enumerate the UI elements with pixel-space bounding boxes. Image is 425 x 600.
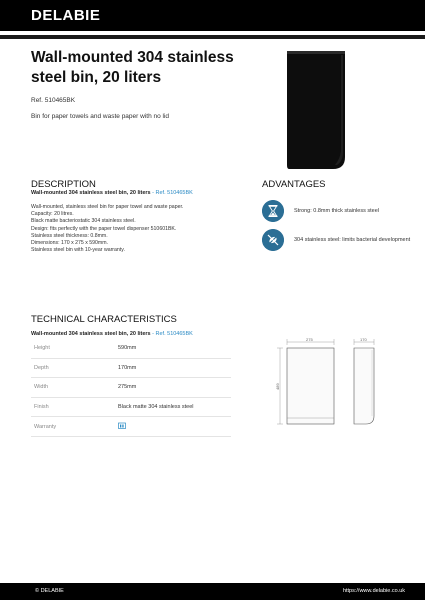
description-subtitle: [31, 190, 193, 196]
height-dimension-label: 489: [274, 383, 280, 390]
product-image: [285, 49, 347, 171]
description-line: Wall-mounted, stainless steel bin for paper towel and waste paper.: [31, 204, 184, 210]
advantage-item: [262, 200, 414, 222]
brand-logo: DELABIE: [31, 7, 101, 24]
description-line: Capacity: 20 litres.: [31, 211, 74, 218]
table-label: Depth: [34, 364, 49, 371]
footer-bar: [0, 583, 425, 600]
top-bar: [0, 0, 425, 31]
description-line: Stainless steel thickness: 0.8mm.: [31, 232, 108, 239]
description-line: Dimensions: 170 x 275 x 590mm.: [31, 240, 108, 247]
table-label: Warranty: [34, 423, 57, 430]
description-heading: DESCRIPTION: [31, 179, 96, 190]
technical-subtitle-separator: -: [150, 331, 156, 337]
table-row: [31, 339, 231, 359]
depth-dimension-label: 170: [360, 337, 367, 342]
description-line: Stainless steel bin with 10-year warranty.: [31, 247, 125, 254]
product-subtitle: Bin for paper towels and waste paper with no lid: [31, 113, 170, 120]
warranty-icon: [118, 422, 126, 429]
header-divider: [0, 35, 425, 39]
technical-subtitle: [31, 331, 193, 337]
technical-ref-link[interactable]: Ref. 510465BK: [155, 331, 193, 337]
hourglass-icon: [262, 200, 284, 222]
table-value: Black matte 304 stainless steel: [118, 404, 194, 411]
advantage-text: 304 stainless steel: limits bacterial development: [294, 237, 411, 243]
table-value: 170mm: [118, 364, 137, 371]
table-label: Height: [34, 345, 50, 352]
technical-heading: TECHNICAL CHARACTERISTICS: [31, 314, 177, 325]
copyright-text: © DELABIE: [35, 588, 64, 594]
technical-drawing: [270, 336, 380, 431]
product-ref: Ref. 510465BK: [31, 97, 76, 104]
advantage-item: [262, 229, 414, 251]
warranty-value: [118, 422, 126, 431]
table-row: [31, 398, 231, 418]
description-ref-link[interactable]: Ref. 510465BK: [155, 190, 193, 196]
table-row: [31, 378, 231, 398]
table-value: 590mm: [118, 345, 137, 352]
table-label: Width: [34, 384, 49, 391]
product-title: Wall-mounted 304 stainless steel bin, 20 liters: [31, 49, 234, 86]
advantage-text: Strong: 0.8mm thick stainless steel: [294, 208, 379, 214]
website-link[interactable]: https://www.delabie.co.uk: [342, 588, 405, 594]
technical-subtitle-text: Wall-mounted 304 stainless steel bin, 20 liters: [31, 331, 151, 337]
description-line: Black matte bacteriostatic 304 stainless steel.: [31, 218, 136, 225]
description-line: Design: fits perfectly with the paper towel dispenser 510601BK.: [31, 225, 177, 232]
description-subtitle-separator: -: [150, 190, 156, 196]
table-row: [31, 359, 231, 379]
advantages-heading: ADVANTAGES: [262, 179, 326, 190]
width-dimension-label: 275: [306, 337, 313, 342]
table-row: [31, 417, 231, 437]
description-subtitle-text: Wall-mounted 304 stainless steel bin, 20 liters: [31, 190, 151, 196]
table-value: 275mm: [118, 384, 137, 391]
technical-table: [31, 339, 231, 437]
no-bacteria-icon: [262, 229, 284, 251]
table-label: Finish: [34, 404, 49, 411]
description-body: [31, 204, 251, 254]
